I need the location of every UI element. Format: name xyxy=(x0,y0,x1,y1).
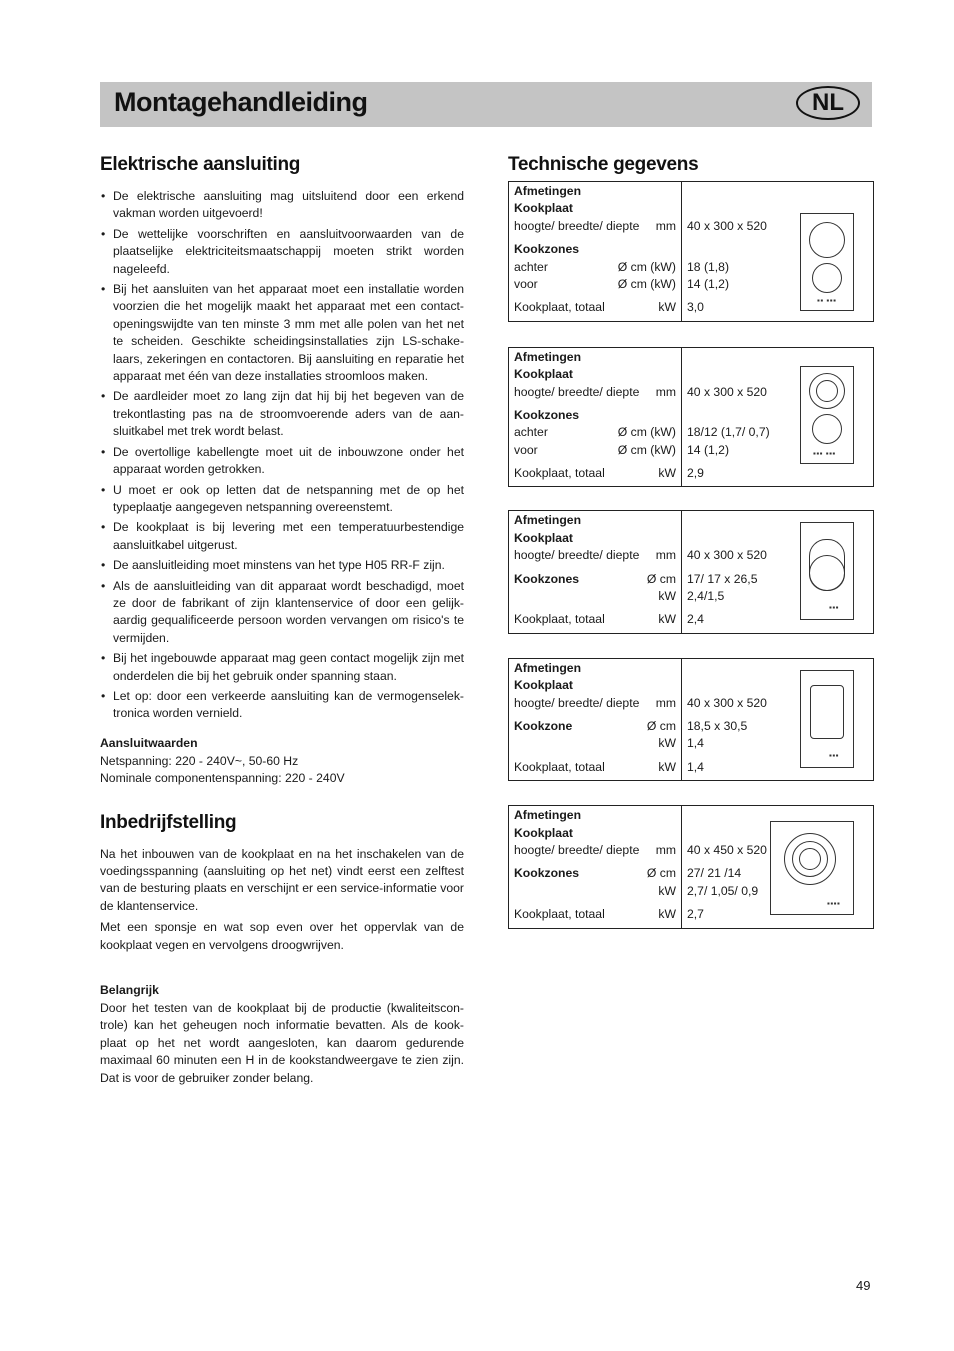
zone-value: 14 (1,2) xyxy=(687,276,730,291)
total-value: 2,9 xyxy=(687,466,704,481)
cooking-zone-circle xyxy=(809,222,845,258)
total-value: 2,7 xyxy=(687,907,704,922)
zone-value: 18 (1,8) xyxy=(687,259,730,274)
hbd-value: 40 x 450 x 520 xyxy=(687,842,767,857)
spec-table xyxy=(508,805,874,928)
cooktop-diagram xyxy=(770,821,854,915)
hbd-unit: mm xyxy=(655,548,676,563)
total-value: 1,4 xyxy=(687,759,704,774)
bullet-item: • U moet er ook op letten dat de netspanning met de op het typeplaatje aangegeven netspanning overeenstemt. xyxy=(100,482,464,517)
total-unit: kW xyxy=(658,612,676,627)
bullet-item: • De aansluitleiding moet minstens van het type H05 RR-F zijn. xyxy=(100,557,464,574)
cooking-zone-circle xyxy=(812,263,842,293)
zone-value: 2,7/ 1,05/ 0,9 xyxy=(687,883,759,898)
cooktop-diagram xyxy=(800,213,854,311)
total-label: Kookplaat, totaal xyxy=(514,759,605,774)
zone-unit: Ø cm (kW) xyxy=(617,276,676,291)
bullet-item: • De wettelijke voorschriften en aansluitvoorwaarden van de plaatselijke elektriciteitsmaatschappij moeten strikt worden nageleefd. xyxy=(100,226,464,278)
hbd-value: 40 x 300 x 520 xyxy=(687,695,767,710)
zone-unit: Ø cm (kW) xyxy=(617,425,676,440)
technical-heading: Technische gegevens xyxy=(508,154,699,175)
zone-unit: Ø cm (kW) xyxy=(617,442,676,457)
total-label: Kookplaat, totaal xyxy=(514,300,605,315)
page-title: Montagehandleiding xyxy=(114,87,368,117)
important-paragraph: Door het testen van de kookplaat bij de productie (kwaliteitscon-trole) kan het geheugen noch informatie bevatten. Als de kook-plaat op het net wordt aangesloten, kan daarom gedurende maximaal 60 minuten een H in de kookstandweergave te zien zijn. Dat is voor de gebruiker zonder belang. xyxy=(100,1001,464,1085)
total-label: Kookplaat, totaal xyxy=(514,466,605,481)
connection-values-heading: Aansluitwaarden xyxy=(100,735,198,750)
zones-label: Kookzones xyxy=(514,407,580,422)
plate-label: Kookplaat xyxy=(514,367,573,382)
hbd-label: hoogte/ breedte/ diepte xyxy=(514,842,640,857)
hbd-label: hoogte/ breedte/ diepte xyxy=(514,695,640,710)
zones-label: Kookzone xyxy=(514,718,573,733)
total-value: 3,0 xyxy=(687,300,704,315)
control-marks: ▪▪▪ xyxy=(829,750,840,760)
control-marks: ▪▪▪ xyxy=(829,603,840,613)
page-header xyxy=(100,82,872,127)
component-voltage: Nominale componentenspanning: 220 - 240V xyxy=(100,771,345,786)
bullet-item: • Als de aansluitleiding van dit apparaat wordt beschadigd, moet ze door de fabrikant of zijn klantenservice of door een gelijk-aardig gequalificeerde persoon worden vervangen om risico's te vermijden. xyxy=(100,578,464,648)
plate-label: Kookplaat xyxy=(514,678,573,693)
zone-value: 17/ 17 x 26,5 xyxy=(687,571,758,586)
hbd-value: 40 x 300 x 520 xyxy=(687,384,767,399)
language-badge: NL xyxy=(796,86,860,120)
bullet-item: • Bij het aansluiten van het apparaat moet een installatie worden voorzien die het mogelijk maakt het apparaat met een contact-openingswijdte van ten minste 3 mm met alle polen van het net te scheiden. Geschikte scheidingsinstallaties zijn LS-schake-laars, zekeringen en contactoren. Bij aansluiting en reparatie het apparaat met één van deze installaties stroomloos maken. xyxy=(100,281,464,385)
total-unit: kW xyxy=(658,759,676,774)
plate-label: Kookplaat xyxy=(514,201,573,216)
control-marks: ▪▪ ▪▪▪ xyxy=(817,296,837,305)
hbd-unit: mm xyxy=(655,842,676,857)
cooking-zone-inner-circle xyxy=(799,848,821,870)
plate-label: Kookplaat xyxy=(514,825,573,840)
bullet-item: • Bij het ingebouwde apparaat mag geen contact mogelijk zijn met onderdelen die bij het gebruik onder spanning staan. xyxy=(100,650,464,685)
spec-table xyxy=(508,510,874,633)
total-label: Kookplaat, totaal xyxy=(514,612,605,627)
total-unit: kW xyxy=(658,907,676,922)
zone-unit: kW xyxy=(658,589,676,604)
zone-unit: kW xyxy=(658,736,676,751)
commissioning-paragraph: Met een sponsje en wat sop even over het oppervlak van de kookplaat vegen en vervolgens droogwrijven. xyxy=(100,920,464,952)
commissioning-heading: Inbedrijfstelling xyxy=(100,811,237,833)
plate-label: Kookplaat xyxy=(514,530,573,545)
page-number: 49 xyxy=(856,1278,871,1293)
zone-value: 18,5 x 30,5 xyxy=(687,718,748,733)
hbd-unit: mm xyxy=(655,384,676,399)
spec-table xyxy=(508,658,874,781)
spec-table xyxy=(508,181,874,322)
zone-value: 2,4/1,5 xyxy=(687,589,725,604)
total-value: 2,4 xyxy=(687,612,704,627)
dims-label: Afmetingen xyxy=(514,660,582,675)
cooktop-diagram xyxy=(800,366,854,464)
commissioning-paragraph: Na het inbouwen van de kookplaat en na het inschakelen van de voedingsspanning (aansluiting op het net) vindt eerst een zelftest van de besturing plaats en verschijnt er een service-informatie voor de klantenservice. xyxy=(100,846,464,913)
dims-label: Afmetingen xyxy=(514,349,582,364)
zone-value: 27/ 21 /14 xyxy=(687,866,742,881)
hbd-label: hoogte/ breedte/ diepte xyxy=(514,548,640,563)
zone-unit: Ø cm (kW) xyxy=(617,259,676,274)
zone-value: 18/12 (1,7/ 0,7) xyxy=(687,425,770,440)
zones-label: Kookzones xyxy=(514,242,580,257)
control-marks: ▪▪▪▪ xyxy=(827,899,841,909)
total-unit: kW xyxy=(658,466,676,481)
cooktop-diagram xyxy=(800,522,854,620)
total-label: Kookplaat, totaal xyxy=(514,907,605,922)
hbd-unit: mm xyxy=(655,218,676,233)
electrical-heading: Elektrische aansluiting xyxy=(100,154,301,175)
zone-label: achter xyxy=(514,425,548,440)
zone-label: voor xyxy=(514,442,538,457)
spec-table xyxy=(508,347,874,488)
zone-unit: Ø cm xyxy=(646,571,676,586)
bullet-item: • De elektrische aansluiting mag uitsluitend door een erkend vakman worden uitgevoerd! xyxy=(100,188,464,223)
dims-label: Afmetingen xyxy=(514,513,582,528)
hbd-unit: mm xyxy=(655,695,676,710)
cooking-zone-circle xyxy=(812,414,842,444)
total-unit: kW xyxy=(658,300,676,315)
important-heading: Belangrijk xyxy=(100,983,159,998)
bullet-item: • De aardleider moet zo lang zijn dat hij bij het begeven van de trekontlasting pas na de stroomvoerende aders van de aan-sluitkabel met trek wordt belast. xyxy=(100,388,464,440)
control-marks: ▪▪▪ ▪▪▪ xyxy=(813,448,836,458)
bullet-item: • De overtollige kabellengte moet uit de inbouwzone onder het apparaat worden getrokken. xyxy=(100,444,464,479)
hbd-label: hoogte/ breedte/ diepte xyxy=(514,384,640,399)
zone-label: achter xyxy=(514,259,548,274)
zone-unit: Ø cm xyxy=(646,718,676,733)
left-column xyxy=(100,154,464,1087)
bullet-item: • De kookplaat is bij levering met een temperatuurbestendige aansluitkabel uitgerust. xyxy=(100,519,464,554)
dims-label: Afmetingen xyxy=(514,184,582,198)
zone-value: 14 (1,2) xyxy=(687,442,730,457)
hbd-value: 40 x 300 x 520 xyxy=(687,548,767,563)
cooktop-diagram xyxy=(800,670,854,768)
rectangular-cooking-zone xyxy=(810,685,844,739)
zone-label: voor xyxy=(514,276,538,291)
right-column xyxy=(508,154,874,929)
cooking-zone-inner-circle xyxy=(816,380,838,402)
zones-label: Kookzones xyxy=(514,571,580,586)
zone-value: 1,4 xyxy=(687,736,704,751)
electrical-bullet-list xyxy=(100,188,464,723)
bullet-item: • Let op: door een verkeerde aansluiting kan de vermogenselek-tronica worden vernield. xyxy=(100,688,464,723)
dims-label: Afmetingen xyxy=(514,808,582,823)
hbd-value: 40 x 300 x 520 xyxy=(687,218,767,233)
zone-unit: kW xyxy=(658,883,676,898)
connection-voltage: Netspanning: 220 - 240V~, 50-60 Hz xyxy=(100,753,299,768)
hbd-label: hoogte/ breedte/ diepte xyxy=(514,218,640,233)
zones-label: Kookzones xyxy=(514,866,580,881)
zone-unit: Ø cm xyxy=(646,866,676,881)
